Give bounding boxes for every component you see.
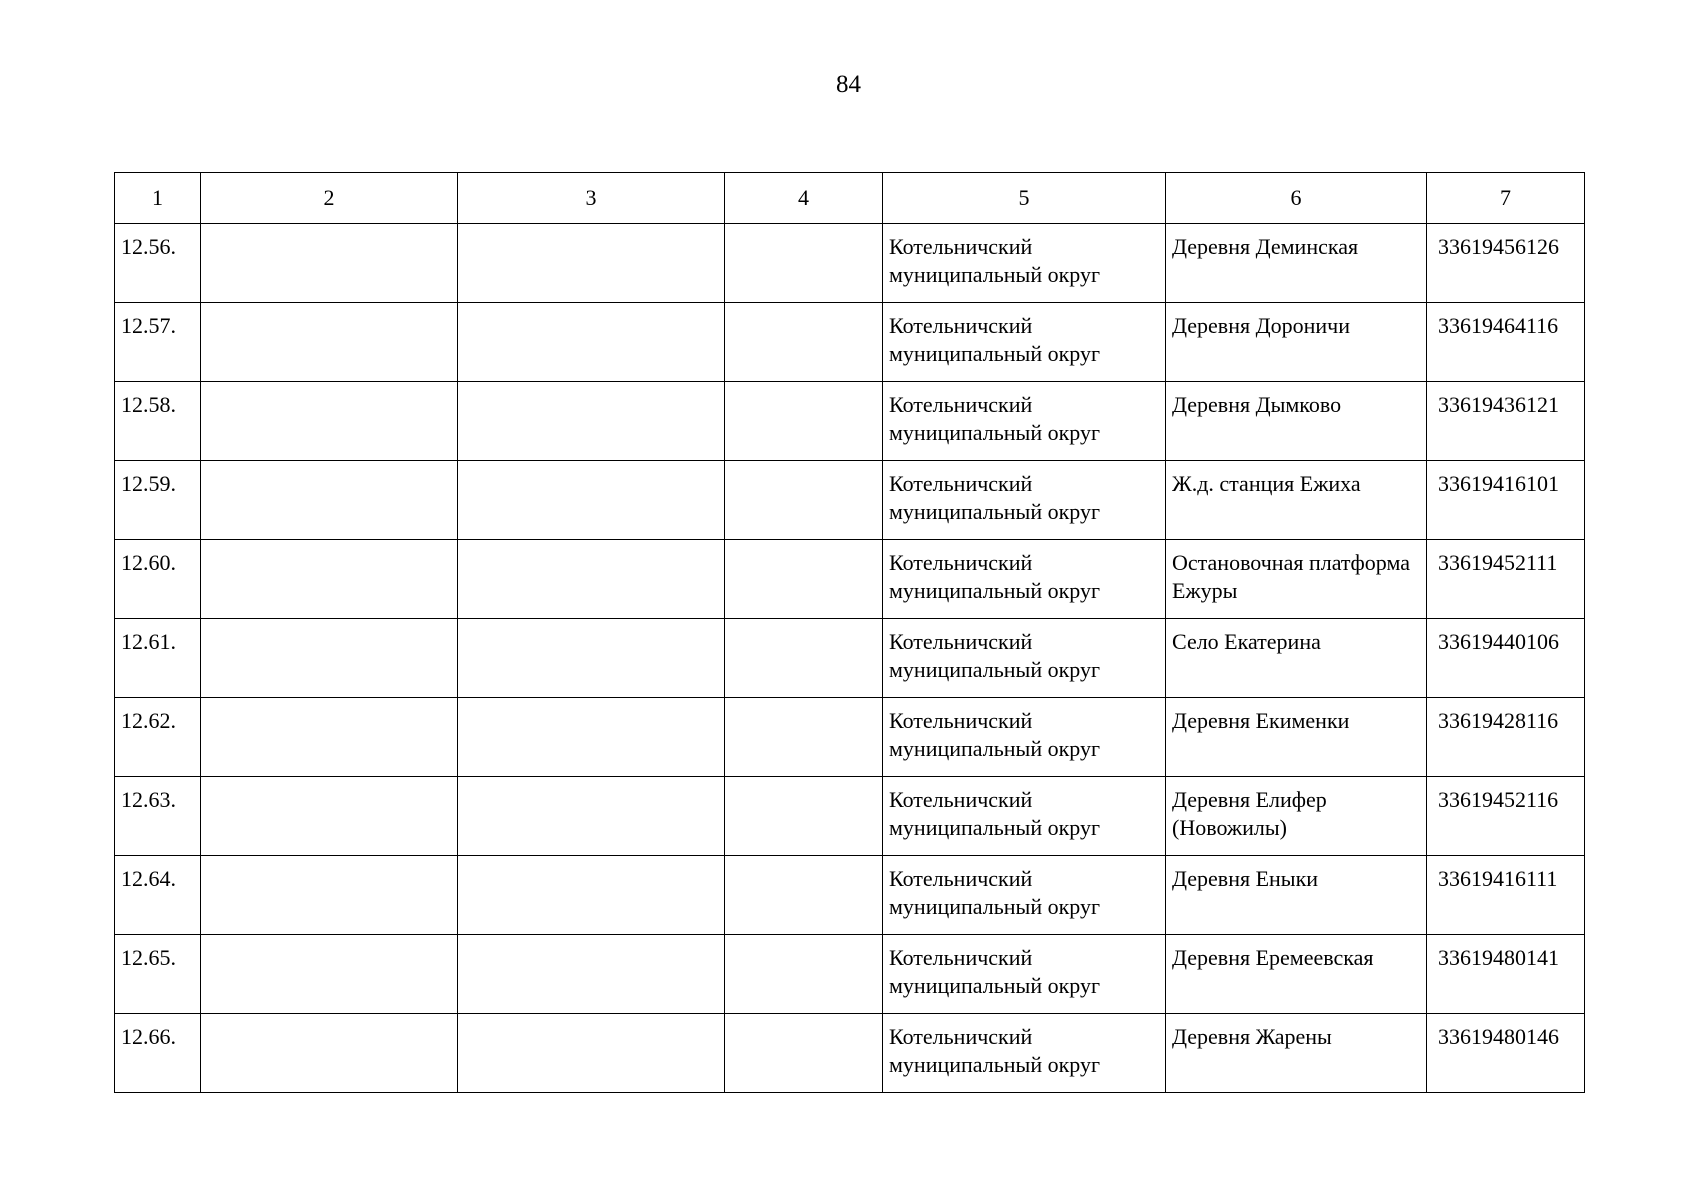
header-row xyxy=(115,173,1585,224)
empty-cell xyxy=(725,856,883,935)
settlement-cell: Деревня Екименки xyxy=(1166,698,1427,777)
registry-table xyxy=(114,172,1585,1093)
row-number-cell: 12.60. xyxy=(115,540,201,619)
table-row xyxy=(115,698,1585,777)
oktmo-code-cell: 33619464116 xyxy=(1427,303,1585,382)
oktmo-code-cell: 33619480141 xyxy=(1427,935,1585,1014)
oktmo-code-cell: 33619416111 xyxy=(1427,856,1585,935)
table-row xyxy=(115,224,1585,303)
empty-cell xyxy=(725,935,883,1014)
column-header: 2 xyxy=(201,173,458,224)
settlement-cell: Деревня Еремеевская xyxy=(1166,935,1427,1014)
row-number-cell: 12.63. xyxy=(115,777,201,856)
row-number-cell: 12.58. xyxy=(115,382,201,461)
district-cell: Котельничский муниципальный округ xyxy=(883,856,1166,935)
empty-cell xyxy=(201,1014,458,1093)
settlement-cell: Деревня Дороничи xyxy=(1166,303,1427,382)
district-cell: Котельничский муниципальный округ xyxy=(883,619,1166,698)
table-row xyxy=(115,777,1585,856)
empty-cell xyxy=(201,856,458,935)
empty-cell xyxy=(725,777,883,856)
row-number-cell: 12.66. xyxy=(115,1014,201,1093)
settlement-cell: Деревня Деминская xyxy=(1166,224,1427,303)
empty-cell xyxy=(458,540,725,619)
column-header: 6 xyxy=(1166,173,1427,224)
settlement-cell: Остановочная платформа Ежуры xyxy=(1166,540,1427,619)
settlement-cell: Деревня Дымково xyxy=(1166,382,1427,461)
oktmo-code-cell: 33619440106 xyxy=(1427,619,1585,698)
empty-cell xyxy=(458,303,725,382)
table-row xyxy=(115,856,1585,935)
district-cell: Котельничский муниципальный округ xyxy=(883,540,1166,619)
empty-cell xyxy=(725,698,883,777)
empty-cell xyxy=(201,619,458,698)
empty-cell xyxy=(201,303,458,382)
empty-cell xyxy=(458,1014,725,1093)
district-cell: Котельничский муниципальный округ xyxy=(883,303,1166,382)
district-cell: Котельничский муниципальный округ xyxy=(883,461,1166,540)
oktmo-code-cell: 33619428116 xyxy=(1427,698,1585,777)
empty-cell xyxy=(458,856,725,935)
empty-cell xyxy=(201,461,458,540)
district-cell: Котельничский муниципальный округ xyxy=(883,698,1166,777)
page-number: 84 xyxy=(836,71,861,98)
column-header: 4 xyxy=(725,173,883,224)
empty-cell xyxy=(458,619,725,698)
empty-cell xyxy=(201,540,458,619)
empty-cell xyxy=(201,935,458,1014)
settlement-cell: Деревня Елифер (Новожилы) xyxy=(1166,777,1427,856)
empty-cell xyxy=(458,382,725,461)
empty-cell xyxy=(458,461,725,540)
empty-cell xyxy=(725,382,883,461)
table-row xyxy=(115,303,1585,382)
table-row xyxy=(115,1014,1585,1093)
district-cell: Котельничский муниципальный округ xyxy=(883,382,1166,461)
empty-cell xyxy=(725,619,883,698)
empty-cell xyxy=(458,698,725,777)
row-number-cell: 12.64. xyxy=(115,856,201,935)
empty-cell xyxy=(458,935,725,1014)
district-cell: Котельничский муниципальный округ xyxy=(883,935,1166,1014)
column-header: 1 xyxy=(115,173,201,224)
oktmo-code-cell: 33619416101 xyxy=(1427,461,1585,540)
column-header: 5 xyxy=(883,173,1166,224)
oktmo-code-cell: 33619452116 xyxy=(1427,777,1585,856)
table-row xyxy=(115,935,1585,1014)
column-header: 7 xyxy=(1427,173,1585,224)
oktmo-code-cell: 33619480146 xyxy=(1427,1014,1585,1093)
settlement-cell: Село Екатерина xyxy=(1166,619,1427,698)
row-number-cell: 12.65. xyxy=(115,935,201,1014)
row-number-cell: 12.62. xyxy=(115,698,201,777)
district-cell: Котельничский муниципальный округ xyxy=(883,1014,1166,1093)
empty-cell xyxy=(201,224,458,303)
empty-cell xyxy=(458,777,725,856)
row-number-cell: 12.57. xyxy=(115,303,201,382)
row-number-cell: 12.59. xyxy=(115,461,201,540)
empty-cell xyxy=(725,461,883,540)
empty-cell xyxy=(458,224,725,303)
empty-cell xyxy=(201,698,458,777)
settlement-cell: Ж.д. станция Ежиха xyxy=(1166,461,1427,540)
settlement-cell: Деревня Еныки xyxy=(1166,856,1427,935)
empty-cell xyxy=(725,540,883,619)
row-number-cell: 12.61. xyxy=(115,619,201,698)
district-cell: Котельничский муниципальный округ xyxy=(883,224,1166,303)
empty-cell xyxy=(725,303,883,382)
oktmo-code-cell: 33619452111 xyxy=(1427,540,1585,619)
empty-cell xyxy=(725,224,883,303)
table-row xyxy=(115,461,1585,540)
empty-cell xyxy=(201,777,458,856)
table-row xyxy=(115,619,1585,698)
column-header: 3 xyxy=(458,173,725,224)
empty-cell xyxy=(725,1014,883,1093)
oktmo-code-cell: 33619436121 xyxy=(1427,382,1585,461)
district-cell: Котельничский муниципальный округ xyxy=(883,777,1166,856)
table-body xyxy=(115,173,1585,1093)
empty-cell xyxy=(201,382,458,461)
table-row xyxy=(115,382,1585,461)
row-number-cell: 12.56. xyxy=(115,224,201,303)
table-row xyxy=(115,540,1585,619)
oktmo-code-cell: 33619456126 xyxy=(1427,224,1585,303)
settlement-cell: Деревня Жарены xyxy=(1166,1014,1427,1093)
